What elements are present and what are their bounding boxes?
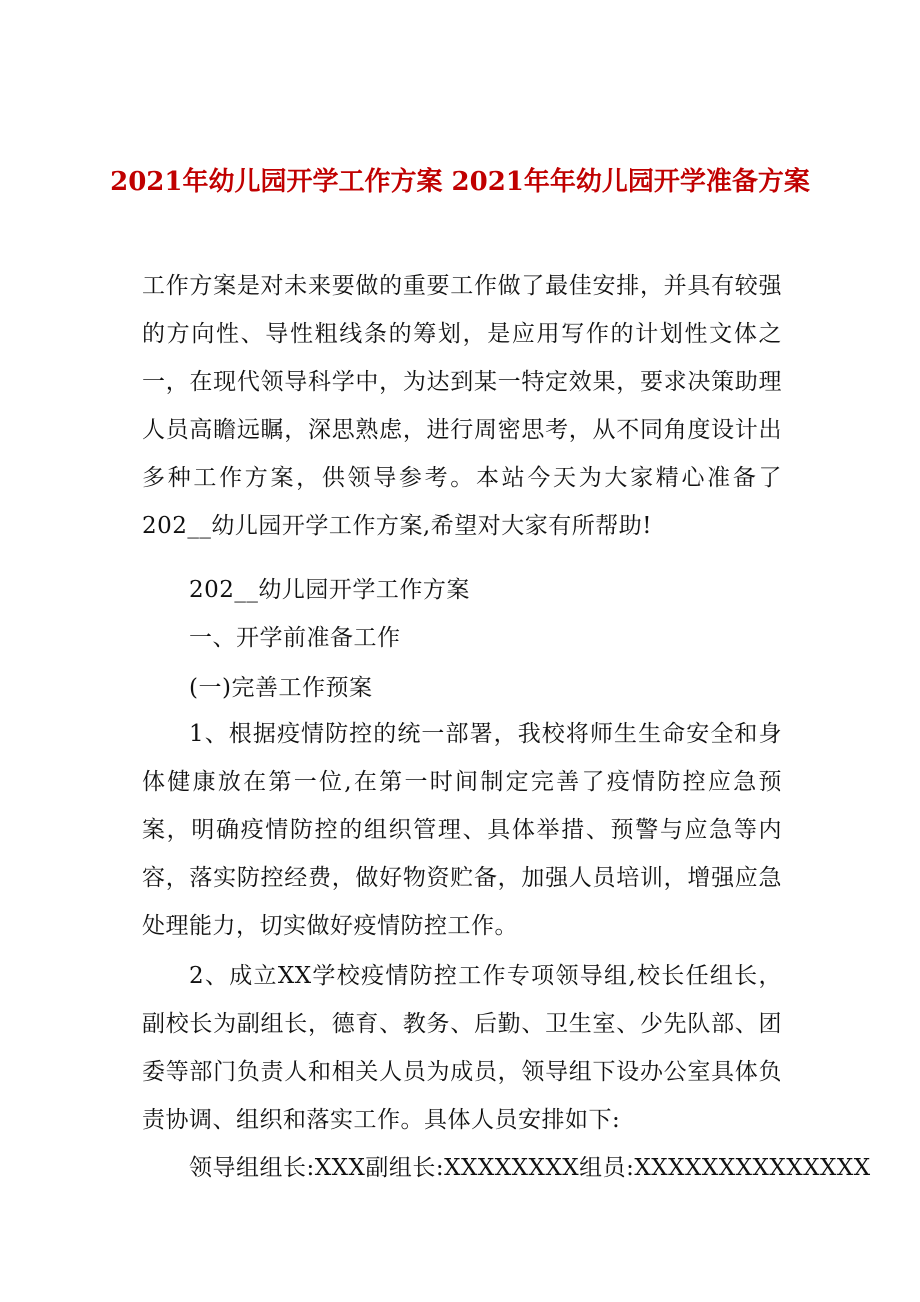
document-title: 2021年幼儿园开学工作方案 2021年年幼儿园开学准备方案	[110, 167, 810, 197]
intro-paragraph: 工作方案是对未来要做的重要工作做了最佳安排，并具有较强的方向性、导性粗线条的筹划，是应用写作的计划性文体之一，在现代领导科学中，为达到某一特定效果，要求决策助理人员高瞻远瞩，深思熟虑，进行周密思考，从不同角度设计出多种工作方案，供领导参考。本站今天为大家精心准备了202__幼儿园开学工作方案,希望对大家有所帮助!	[142, 273, 782, 539]
leaders-line: 领导组组长:XXX副组长:XXXXXXXX组员:XXXXXXXXXXXXXX	[189, 1155, 871, 1181]
plan-subtitle: 202__幼儿园开学工作方案	[189, 577, 470, 603]
subsection-heading: (一)完善工作预案	[189, 675, 373, 701]
section-heading: 一、开学前准备工作	[189, 625, 401, 651]
item-paragraph-1: 1、根据疫情防控的统一部署，我校将师生生命安全和身体健康放在第一位,在第一时间制定完善了疫情防控应急预案，明确疫情防控的组织管理、具体举措、预警与应急等内容，落实防控经费，做好物资贮备，加强人员培训，增强应急处理能力，切实做好疫情防控工作。	[142, 721, 782, 939]
item-paragraph-2: 2、成立XX学校疫情防控工作专项领导组,校长任组长，副校长为副组长，德育、教务、后勤、卫生室、少先队部、团委等部门负责人和相关人员为成员，领导组下设办公室具体负责协调、组织和落实工作。具体人员安排如下:	[142, 963, 782, 1133]
